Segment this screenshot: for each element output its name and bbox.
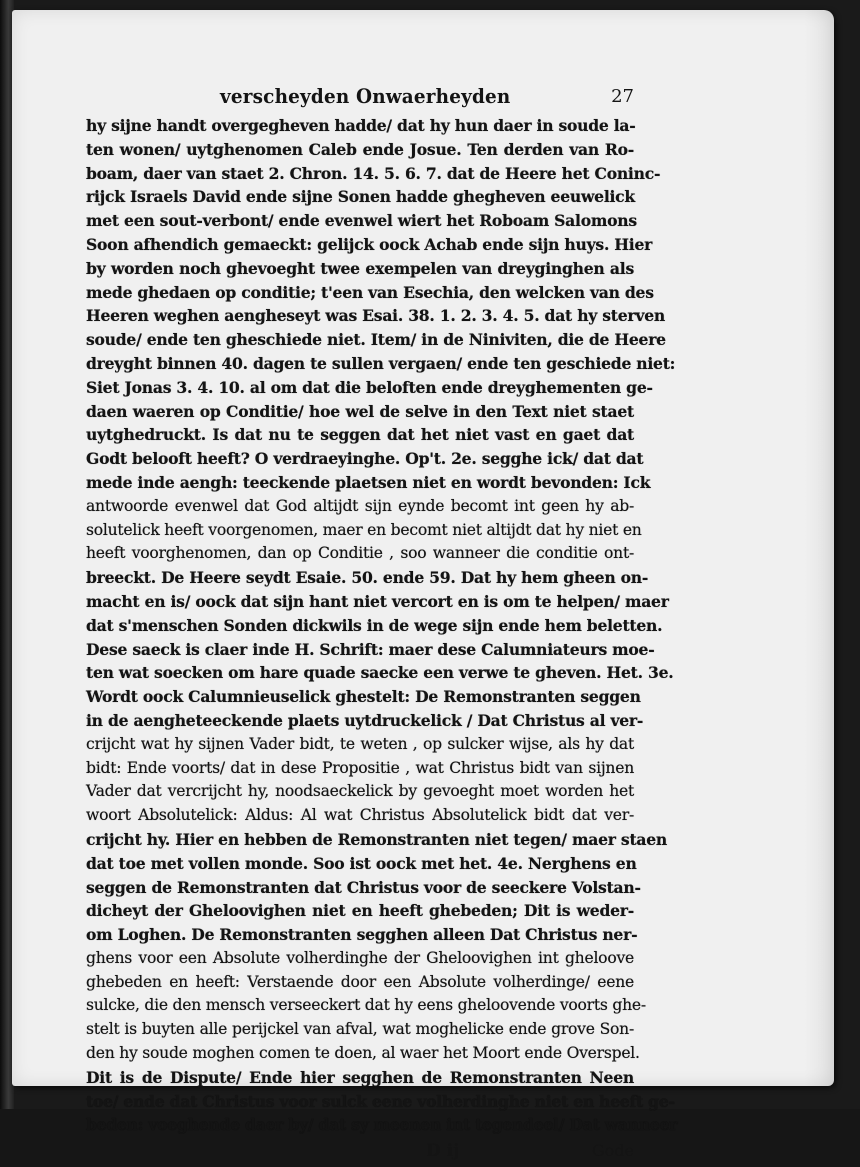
page-number: 27 <box>611 86 634 107</box>
text-line: Wordt oock Calumnieuselick ghestelt: De Remonstranten seggen <box>86 687 641 707</box>
text-line: by worden noch ghevoeght twee exempelen van dreyginghen als <box>86 258 634 278</box>
text-line: toe/ ende dat Christus voor sulck eene volherdinghe niet en heeft ge- <box>86 1091 675 1111</box>
page-header <box>86 84 634 114</box>
text-line: uytghedruckt. Is dat nu te seggen dat het niet vast en gaet dat <box>86 425 634 445</box>
text-line: heeft voorghenomen, dan op Conditie , soo wanneer die conditie ont- <box>86 544 634 563</box>
text-line: bidt: Ende voorts/ dat in dese Propositie , wat Christus bidt van sijnen <box>86 758 634 777</box>
text-line: Heeren weghen aengheseyt was Esai. 38. 1. 2. 3. 4. 5. dat hy sterven <box>86 306 665 326</box>
text-line: den hy soude moghen comen te doen, al waer het Moort ende Overspel. <box>86 1044 640 1063</box>
page-footer <box>86 1139 634 1167</box>
text-line: dat toe met vollen monde. Soo ist oock met het. 4e. Nerghens en <box>86 853 637 873</box>
text-line: Vader dat vercrijcht hy, noodsaeckelick by gevoeght moet worden het <box>86 782 634 801</box>
text-line: hy sijne handt overgegheven hadde/ dat hy hun daer in soude la- <box>86 116 636 135</box>
text-line: dreyght binnen 40. dagen te sullen vergaen/ ende ten geschiede niet: <box>86 353 676 373</box>
text-line: Dit is de Dispute/ Ende hier segghen de Remonstranten Neen <box>86 1067 634 1087</box>
text-line: rijck Israels David ende sijne Sonen hadde ghegheven eeuwelick <box>86 187 635 207</box>
text-line: crijcht hy. Hier en hebben de Remonstranten niet tegen/ maer staen <box>86 829 668 849</box>
text-line: ten wonen/ uytghenomen Caleb ende Josue. Ten derden van Ro- <box>86 139 634 159</box>
text-line: dicheyt der Gheloovighen niet en heeft ghebeden; Dit is weder- <box>86 901 634 921</box>
text-line: Godt belooft heeft? O verdraeyinghe. Op't. 2e. segghe ick/ dat dat <box>86 449 644 469</box>
text-line: Dese saeck is claer inde H. Schrift: maer dese Calumniateurs moe- <box>86 639 655 659</box>
text-line: ghebeden en heeft: Verstaende door een Absolute volherdinge/ eene <box>86 972 634 991</box>
catchword: Gode <box>591 1141 634 1161</box>
text-line: seggen de Remonstranten dat Christus voor de seeckere Volstan- <box>86 877 641 897</box>
text-line: met een sout-verbont/ ende evenwel wiert het Roboam Salomons <box>86 211 637 231</box>
body-text <box>86 114 678 1137</box>
text-line: woort Absolutelick: Aldus: Al wat Christus Absolutelick bidt dat ver- <box>86 806 634 825</box>
text-line: soude/ ende ten gheschiede niet. Item/ in de Niniviten, die de Heere <box>86 330 666 350</box>
running-head: verscheyden Onwaerheyden <box>220 84 511 108</box>
text-line: stelt is buyten alle perijckel van afval, wat moghelicke ende grove Son- <box>86 1020 634 1039</box>
text-line: ghens voor een Absolute volherdinghe der Gheloovighen int gheloove <box>86 948 634 967</box>
text-line: crijcht wat hy sijnen Vader bidt, te weten , op sulcker wijse, als hy dat <box>86 734 634 753</box>
text-line: breeckt. De Heere seydt Esaie. 50. ende 59. Dat hy hem gheen on- <box>86 568 649 588</box>
text-line: antwoorde evenwel dat God altijdt sijn eynde becomt int geen hy ab- <box>86 496 634 515</box>
text-line: macht en is/ oock dat sijn hant niet vercort en is om te helpen/ maer <box>86 591 669 611</box>
text-line: sulcke, die den mensch verseeckert dat hy eens gheloovende voorts ghe- <box>86 996 646 1015</box>
text-block <box>86 84 678 1167</box>
text-line: in de aengheteeckende plaets uytdruckelick / Dat Christus al ver- <box>86 710 644 730</box>
text-line: boam, daer van staet 2. Chron. 14. 5. 6. 7. dat de Heere het Coninc- <box>86 163 661 183</box>
text-line: dat s'menschen Sonden dickwils in de wege sijn ende hem beletten. <box>86 615 663 635</box>
text-line: ten wat soecken om hare quade saecke een verwe te gheven. Het. 3e. <box>86 663 674 683</box>
text-line: mede ghedaen op conditie; t'een van Esechia, den welcken van des <box>86 282 654 302</box>
signature-mark: D ij <box>426 1141 460 1162</box>
book-page <box>12 10 834 1162</box>
text-line: mede inde aengh: teeckende plaetsen niet en wordt bevonden: Ick <box>86 472 651 492</box>
text-line: Soon afhendich gemaeckt: gelijck oock Achab ende sijn huys. Hier <box>86 234 653 254</box>
text-line: daen waeren op Conditie/ hoe wel de selve in den Text niet staet <box>86 401 634 421</box>
text-line: Siet Jonas 3. 4. 10. al om dat die beloften ende dreyghementen ge- <box>86 377 653 397</box>
text-line: solutelick heeft voorgenomen, maer en becomt niet altijdt dat hy niet en <box>86 520 642 539</box>
text-line: om Loghen. De Remonstranten segghen alleen Dat Christus ner- <box>86 925 638 945</box>
text-line: beden: voeghende daer by/ dat sy meenen int tegendeel/ Dat wanneer <box>86 1115 678 1135</box>
